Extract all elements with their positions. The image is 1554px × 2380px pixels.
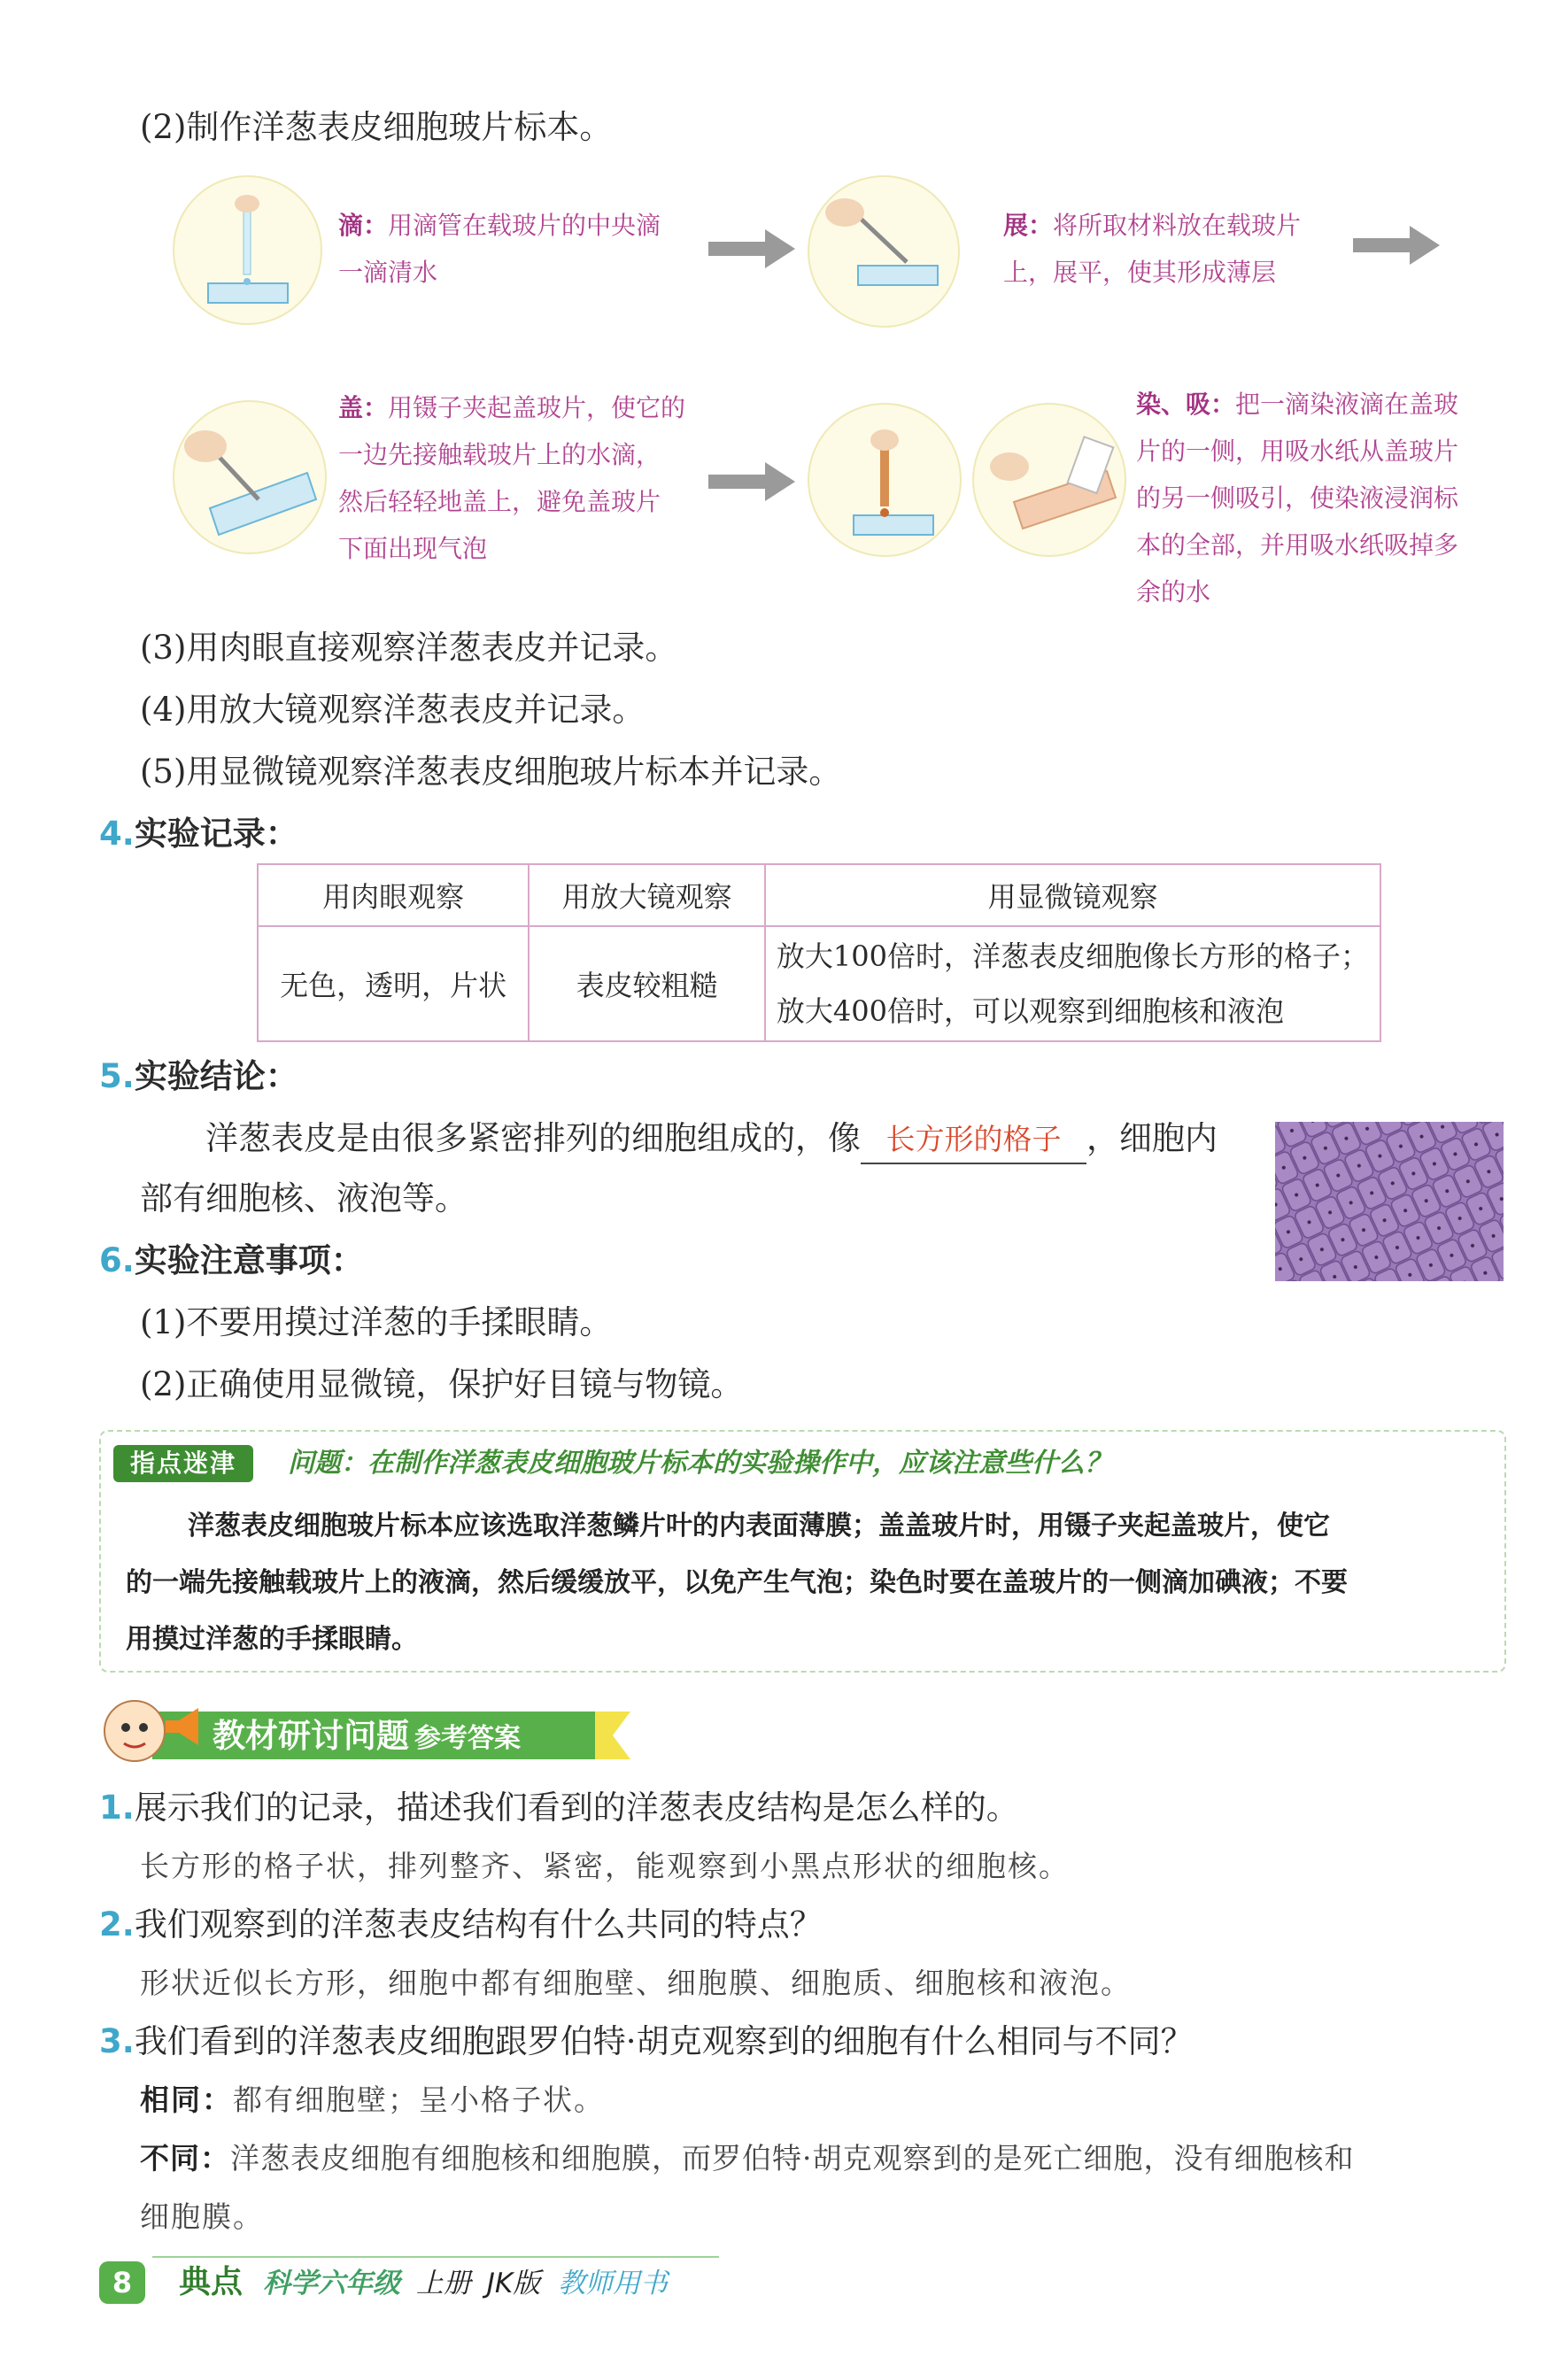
qa-3-diff: [140, 2136, 1355, 2182]
qa-2-num: 2.: [99, 1905, 135, 1943]
arrow-right-icon: [1353, 222, 1442, 268]
step-spread-label: 展：: [1003, 211, 1054, 240]
arrow-right-icon: [708, 459, 797, 505]
qa-1-question: [99, 1785, 1019, 1831]
qa-2-question: [99, 1902, 823, 1948]
tip-badge: 指点迷津: [113, 1445, 253, 1482]
qa-3-same: [140, 2077, 605, 2123]
onion-cell-micrograph: [1275, 1122, 1504, 1281]
step-drop-line2: 一滴清水: [338, 258, 438, 287]
conclusion-num: 5.: [99, 1057, 135, 1095]
qa-3-diff-line2: 细胞膜。: [140, 2199, 264, 2234]
step-spread-text: [1003, 202, 1301, 296]
step-stain-line5: 余的水: [1136, 577, 1211, 607]
conclusion-text-before: 洋葱表皮是由很多紧密排列的细胞组成的，像: [205, 1119, 861, 1157]
page-footer: [99, 2256, 719, 2309]
megaphone-icon: [161, 1704, 205, 1749]
record-title: 实验记录：: [134, 815, 298, 853]
banner-title-text: 教材研讨问题: [213, 1717, 409, 1755]
step-2-title: (2)制作洋葱表皮细胞玻片标本。: [140, 108, 613, 146]
spread-illustration: [808, 175, 960, 328]
conclusion-line1: [205, 1116, 1218, 1164]
table-header-microscope: 用显微镜观察: [765, 864, 1380, 926]
drop-illustration: [173, 175, 322, 325]
step-cover-text: [338, 384, 685, 572]
cover-illustration: [173, 400, 327, 554]
dropper-icon: [174, 177, 321, 323]
conclusion-text-after: ，细胞内: [1086, 1119, 1218, 1157]
table-cell-magnifier: 表皮较粗糙: [529, 926, 765, 1041]
step-spread-line1: 将所取材料放在载玻片: [1053, 211, 1302, 240]
step-3-text: (3)用肉眼直接观察洋葱表皮并记录。: [140, 629, 678, 667]
footer-subject: 科学六年级: [263, 2268, 400, 2299]
qa-1-num: 1.: [99, 1789, 135, 1827]
notes-heading: [99, 1238, 364, 1284]
qa-2-q: 我们观察到的洋葱表皮结构有什么共同的特点？: [134, 1905, 823, 1943]
table-cell-microscope: [765, 926, 1380, 1041]
brand-logo: 典点: [179, 2264, 244, 2300]
qa-3-question: [99, 2019, 1194, 2065]
step-drop-text: [338, 202, 661, 296]
table-cell-eye: 无色，透明，片状: [258, 926, 529, 1041]
footer-edition: JK版: [486, 2268, 541, 2299]
conclusion-line2: 部有细胞核、液泡等。: [140, 1179, 468, 1217]
tip-line2: 的一端先接触载玻片上的液滴，然后缓缓放平，以免产生气泡；染色时要在盖玻片的一侧滴加碘液；不要: [126, 1567, 1348, 1598]
step-stain-line3: 的另一侧吸引，使染液浸润标: [1136, 483, 1459, 513]
record-table: [257, 863, 1381, 1042]
note-1: (1)不要用摸过洋葱的手揉眼睛。: [140, 1303, 613, 1341]
footer-book-info: [263, 2263, 668, 2304]
qa-3-diff-label: 不同：: [140, 2141, 230, 2175]
tip-line1: 洋葱表皮细胞玻片标本应该选取洋葱鳞片叶的内表面薄膜；盖盖玻片时，用镊子夹起盖玻片，使它: [188, 1511, 1330, 1542]
step-stain-line4: 本的全部，并用吸水纸吸掉多: [1136, 530, 1459, 560]
tweezers-icon: [809, 177, 958, 326]
banner-title: [213, 1713, 521, 1762]
footer-rule: [152, 2256, 719, 2258]
step-drop-line1: 用滴管在载玻片的中央滴: [388, 211, 661, 240]
notes-num: 6.: [99, 1241, 135, 1279]
step-5-text: (5)用显微镜观察洋葱表皮细胞玻片标本并记录。: [140, 753, 842, 791]
page-number: 8: [99, 2261, 145, 2304]
qa-3-diff-line1: 洋葱表皮细胞有细胞核和细胞膜，而罗伯特·胡克观察到的是死亡细胞，没有细胞核和: [230, 2141, 1355, 2175]
qa-banner: [99, 1696, 630, 1766]
conclusion-heading: [99, 1054, 298, 1100]
qa-2-answer: 形状近似长方形，细胞中都有细胞壁、细胞膜、细胞质、细胞核和液泡。: [140, 1966, 1132, 2000]
step-cover-line4: 下面出现气泡: [338, 534, 488, 563]
qa-1-answer: 长方形的格子状，排列整齐、紧密，能观察到小黑点形状的细胞核。: [140, 1849, 1070, 1883]
microscope-line2: 放大400倍时，可以观察到细胞核和液泡: [776, 994, 1284, 1028]
step-stain-text: [1136, 381, 1458, 615]
conclusion-blank-answer: 长方形的格子: [861, 1117, 1086, 1164]
note-2: (2)正确使用显微镜，保护好目镜与物镜。: [140, 1365, 744, 1403]
record-num: 4.: [99, 815, 135, 853]
table-header-magnifier: 用放大镜观察: [529, 864, 765, 926]
notes-title: 实验注意事项：: [134, 1241, 364, 1279]
step-cover-label: 盖：: [338, 393, 389, 422]
qa-3-same-text: 都有细胞壁；呈小格子状。: [233, 2082, 605, 2117]
step-stain-label: 染、吸：: [1136, 390, 1236, 419]
stain-illustration: [808, 403, 962, 557]
absorbent-paper-icon: [974, 405, 1125, 555]
qa-3-same-label: 相同：: [140, 2082, 233, 2117]
footer-volume: 上册: [415, 2268, 471, 2299]
step-spread-line2: 上，展平，使其形成薄层: [1003, 258, 1277, 287]
tip-question: 问题：在制作洋葱表皮细胞玻片标本的实验操作中，应该注意些什么？: [288, 1448, 1111, 1479]
step-stain-line2: 片的一侧，用吸水纸从盖玻片: [1136, 437, 1459, 466]
absorb-illustration: [972, 403, 1126, 557]
cover-slip-icon: [174, 402, 325, 552]
stain-dropper-icon: [809, 405, 960, 555]
qa-1-q: 展示我们的记录，描述我们看到的洋葱表皮结构是怎么样的。: [134, 1789, 1019, 1827]
footer-book: 教师用书: [558, 2268, 669, 2299]
record-heading: [99, 811, 298, 857]
step-cover-line1: 用镊子夹起盖玻片，使它的: [388, 393, 686, 422]
table-header-eye: 用肉眼观察: [258, 864, 529, 926]
tip-line3: 用摸过洋葱的手揉眼睛。: [126, 1624, 418, 1655]
step-drop-label: 滴：: [338, 211, 389, 240]
step-stain-line1: 把一滴染液滴在盖玻: [1235, 390, 1459, 419]
step-4-text: (4)用放大镜观察洋葱表皮并记录。: [140, 691, 646, 729]
mascot-icon: [99, 1696, 170, 1766]
arrow-right-icon: [708, 226, 797, 272]
qa-3-q: 我们看到的洋葱表皮细胞跟罗伯特·胡克观察到的细胞有什么相同与不同？: [134, 2022, 1194, 2060]
qa-3-num: 3.: [99, 2022, 135, 2060]
step-cover-line3: 然后轻轻地盖上，避免盖玻片: [338, 487, 661, 516]
step-cover-line2: 一边先接触载玻片上的水滴，: [338, 440, 661, 469]
microscope-line1: 放大100倍时，洋葱表皮细胞像长方形的格子；: [776, 939, 1369, 973]
conclusion-title: 实验结论：: [134, 1057, 298, 1095]
banner-subtitle: 参考答案: [414, 1723, 521, 1754]
